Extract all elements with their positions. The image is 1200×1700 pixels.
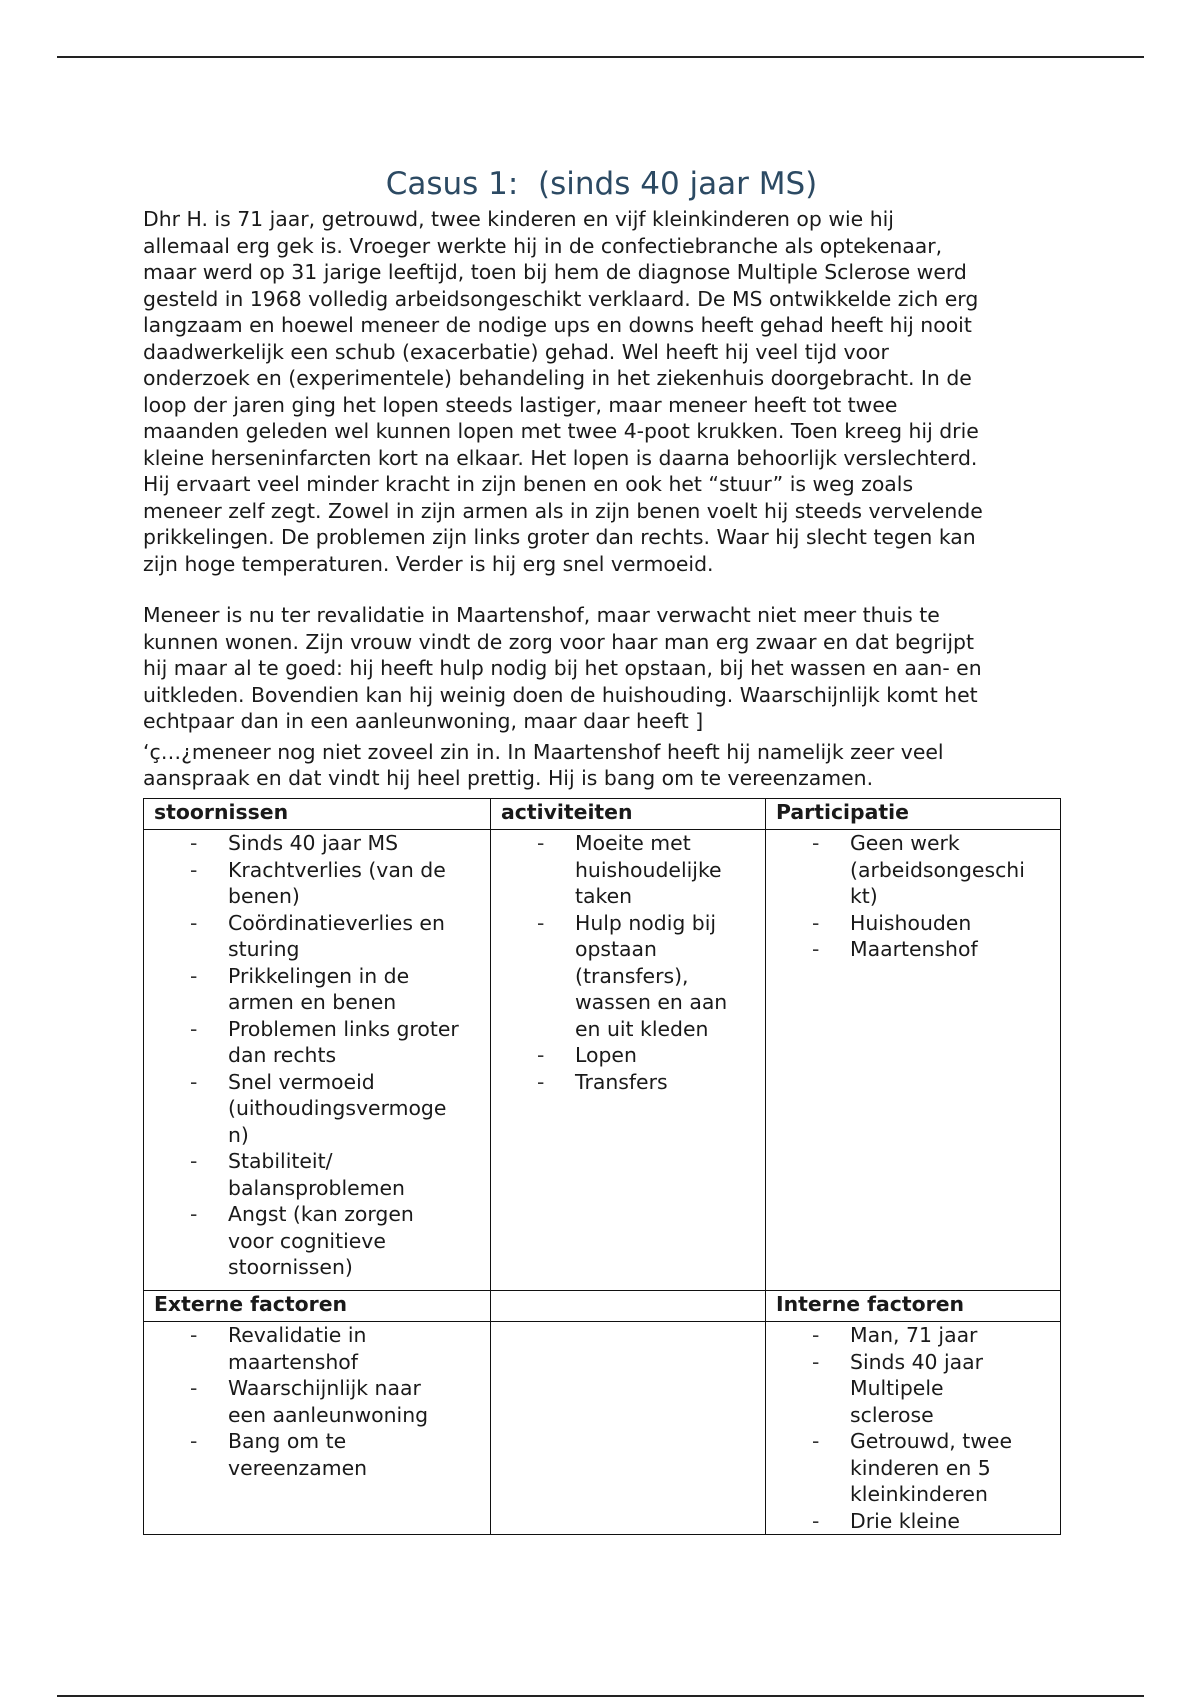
- text-line: maanden geleden wel kunnen lopen met twee 4-poot krukken. Toen kreeg hij drie: [143, 419, 979, 443]
- list-item-line: balansproblemen: [228, 1175, 405, 1200]
- empty-cell: [491, 1322, 766, 1535]
- header-activiteiten: activiteiten: [491, 799, 766, 830]
- list-item-line: - Stabiliteit/: [228, 1149, 333, 1173]
- text-line: hij maar al te goed: hij heeft hulp nodig bij het opstaan, bij het wassen en aan- en: [143, 656, 982, 680]
- list-item-line: en uit kleden: [575, 1016, 709, 1041]
- text-line: daadwerkelijk een schub (exacerbatie) gehad. Wel heeft hij veel tijd voor: [143, 339, 889, 364]
- list-item-line: n): [228, 1122, 249, 1147]
- activiteiten-cell: [491, 830, 766, 1291]
- text-line: langzaam en hoewel meneer de nodige ups en downs heeft gehad heeft hij nooit: [143, 313, 972, 337]
- header-empty: [491, 1291, 766, 1322]
- text-line: onderzoek en (experimentele) behandeling in het ziekenhuis doorgebracht. In de: [143, 366, 972, 390]
- list-item-line: sturing: [228, 937, 300, 961]
- externe-factor-item: [228, 1322, 480, 1375]
- list-item-line: - Snel vermoeid: [228, 1069, 375, 1094]
- list-item-line: - Waarschijnlijk naar: [228, 1376, 421, 1400]
- list-item-line: - Coördinatieverlies en: [228, 910, 445, 935]
- list-item-line: - Man, 71 jaar: [850, 1323, 978, 1347]
- text-line: Hij ervaart veel minder kracht in zijn benen en ook het “stuur” is weg zoals: [143, 472, 914, 496]
- stoornis-item: [228, 1201, 480, 1281]
- stoornis-item: [228, 1069, 480, 1149]
- list-item-line: - Revalidatie in: [228, 1323, 367, 1347]
- text-line: meneer zelf zegt. Zowel in zijn armen als in zijn benen voelt hij steeds vervelende: [143, 498, 983, 523]
- text-line: Dhr H. is 71 jaar, getrouwd, twee kinderen en vijf kleinkinderen op wie hij: [143, 207, 894, 231]
- case-paragraph-1: [143, 206, 1060, 577]
- text-line: gesteld in 1968 volledig arbeidsongeschikt verklaard. De MS ontwikkelde zich erg: [143, 286, 979, 311]
- list-item-line: kt): [850, 884, 878, 908]
- header-rule: [57, 56, 1144, 58]
- list-item-line: (arbeidsongeschi: [850, 857, 1025, 882]
- participatie-item: [850, 910, 1050, 937]
- case-paragraph-3: [143, 739, 1060, 792]
- text-line: loop der jaren ging het lopen steeds lastiger, maar meneer heeft tot twee: [143, 392, 898, 417]
- list-item-line: stoornissen): [228, 1255, 353, 1279]
- text-line: zijn hoge temperaturen. Verder is hij erg snel vermoeid.: [143, 551, 714, 576]
- list-item-line: sclerose: [850, 1402, 934, 1427]
- header-interne-factoren: Interne factoren: [766, 1291, 1061, 1322]
- list-item-line: - Maartenshof: [850, 937, 978, 961]
- list-item-line: wassen en aan: [575, 990, 728, 1014]
- interne-factoren-cell: [766, 1322, 1061, 1535]
- interne-factor-item: [850, 1508, 1050, 1535]
- list-item-line: armen en benen: [228, 990, 397, 1014]
- externe-factor-item: [228, 1375, 480, 1428]
- list-item-line: vereenzamen: [228, 1455, 368, 1480]
- list-item-line: - Angst (kan zorgen: [228, 1202, 414, 1226]
- list-item-line: - Prikkelingen in de: [228, 963, 410, 988]
- list-item-line: kleinkinderen: [850, 1482, 988, 1506]
- text-line: echtpaar dan in een aanleunwoning, maar daar heeft ]: [143, 709, 704, 733]
- activiteit-item: [575, 1042, 755, 1069]
- case-paragraph-2: [143, 602, 1060, 735]
- text-line: uitkleden. Bovendien kan hij weinig doen de huishouding. Waarschijnlijk komt het: [143, 682, 978, 707]
- list-item-line: - Bang om te: [228, 1429, 347, 1453]
- stoornis-item: [228, 1148, 480, 1201]
- list-item-line: benen): [228, 884, 300, 908]
- page-title: Casus 1: (sinds 40 jaar MS): [385, 166, 818, 202]
- participatie-item: [850, 936, 1050, 963]
- list-item-line: dan rechts: [228, 1043, 337, 1067]
- list-item-line: - Transfers: [575, 1069, 668, 1094]
- list-item-line: - Sinds 40 jaar MS: [228, 831, 399, 855]
- stoornis-item: [228, 830, 480, 857]
- header-externe-factoren: Externe factoren: [144, 1291, 491, 1322]
- interne-factor-item: [850, 1428, 1050, 1508]
- list-item-line: een aanleunwoning: [228, 1402, 429, 1427]
- text-line: allemaal erg gek is. Vroeger werkte hij in de confectiebranche als optekenaar,: [143, 233, 943, 258]
- list-item-line: - Sinds 40 jaar: [850, 1349, 984, 1374]
- list-item-line: huishoudelijke: [575, 857, 722, 882]
- list-item-line: opstaan: [575, 937, 657, 961]
- interne-factor-item: [850, 1322, 1050, 1349]
- participatie-cell: [766, 830, 1061, 1291]
- list-item-line: - Hulp nodig bij: [575, 910, 717, 935]
- stoornis-item: [228, 857, 480, 910]
- list-item-line: - Drie kleine: [850, 1508, 960, 1533]
- text-line: kunnen wonen. Zijn vrouw vindt de zorg voor haar man erg zwaar en dat begrijpt: [143, 629, 974, 654]
- header-participatie: Participatie: [766, 799, 1061, 830]
- activiteit-item: [575, 830, 755, 910]
- participatie-item: [850, 830, 1050, 910]
- list-item-line: - Huishouden: [850, 910, 972, 935]
- text-line: aanspraak en dat vindt hij heel prettig. Hij is bang om te vereenzamen.: [143, 766, 874, 790]
- header-stoornissen: stoornissen: [144, 799, 491, 830]
- document-body: [143, 164, 1060, 792]
- stoornissen-cell: [144, 830, 491, 1291]
- list-item-line: kinderen en 5: [850, 1455, 991, 1480]
- list-item-line: taken: [575, 884, 633, 908]
- list-item-line: - Moeite met: [575, 831, 691, 855]
- list-item-line: voor cognitieve: [228, 1228, 386, 1253]
- list-item-line: - Lopen: [575, 1043, 637, 1067]
- stoornis-item: [228, 963, 480, 1016]
- text-line: ‘ç…¿meneer nog niet zoveel zin in. In Maartenshof heeft hij namelijk zeer veel: [143, 739, 944, 764]
- externe-factoren-cell: [144, 1322, 491, 1535]
- stoornis-item: [228, 1016, 480, 1069]
- list-item-line: (transfers),: [575, 963, 689, 988]
- activiteit-item: [575, 1069, 755, 1096]
- icf-table: [143, 798, 1061, 1535]
- list-item-line: (uithoudingsvermoge: [228, 1096, 447, 1120]
- list-item-line: - Getrouwd, twee: [850, 1429, 1013, 1453]
- text-line: prikkelingen. De problemen zijn links groter dan rechts. Waar hij slecht tegen kan: [143, 525, 976, 549]
- list-item-line: maartenshof: [228, 1349, 358, 1374]
- text-line: kleine herseninfarcten kort na elkaar. Het lopen is daarna behoorlijk verslechterd.: [143, 445, 978, 470]
- activiteit-item: [575, 910, 755, 1043]
- text-line: maar werd op 31 jarige leeftijd, toen bij hem de diagnose Multiple Sclerose werd: [143, 260, 967, 284]
- stoornis-item: [228, 910, 480, 963]
- list-item-line: Multipele: [850, 1376, 944, 1400]
- interne-factor-item: [850, 1349, 1050, 1429]
- list-item-line: - Geen werk: [850, 831, 960, 855]
- list-item-line: - Krachtverlies (van de: [228, 857, 446, 882]
- list-item-line: - Problemen links groter: [228, 1016, 459, 1041]
- externe-factor-item: [228, 1428, 480, 1481]
- footer-rule: [57, 1695, 1144, 1697]
- text-line: Meneer is nu ter revalidatie in Maartenshof, maar verwacht niet meer thuis te: [143, 603, 940, 627]
